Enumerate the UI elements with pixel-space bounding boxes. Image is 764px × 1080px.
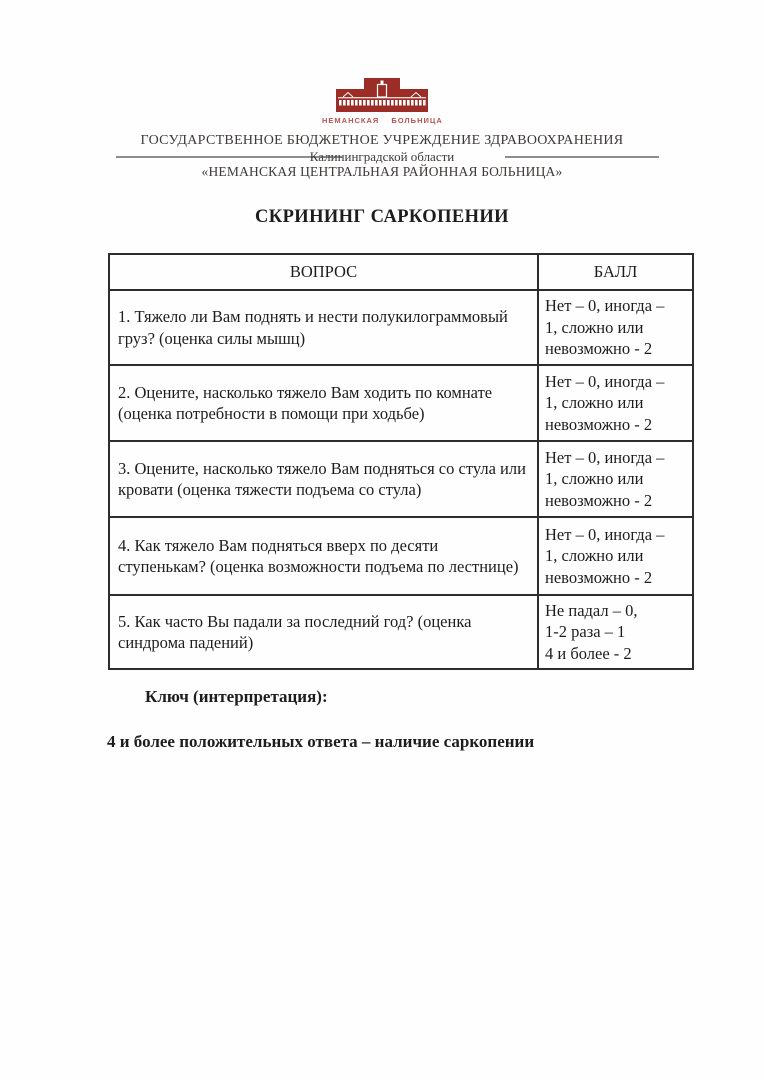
question-cell: 1. Тяжело ли Вам поднять и нести полукилограммовый груз? (оценка силы мышц) xyxy=(109,290,538,365)
table-row xyxy=(109,441,693,517)
score-cell xyxy=(538,595,693,669)
score-line: 4 и более - 2 xyxy=(545,643,632,663)
table-row xyxy=(109,595,693,669)
table-header-row xyxy=(109,254,693,290)
score-line: 1, сложно или xyxy=(545,546,644,566)
table-row xyxy=(109,517,693,595)
score-line: Нет – 0, иногда – xyxy=(545,524,665,544)
column-header-question: ВОПРОС xyxy=(109,254,538,290)
column-header-score: БАЛЛ xyxy=(538,254,693,290)
score-cell xyxy=(538,441,693,517)
hospital-logo xyxy=(322,78,442,125)
score-line: невозможно - 2 xyxy=(545,567,653,587)
page-title: СКРИНИНГ САРКОПЕНИИ xyxy=(255,207,509,227)
score-line: 1, сложно или xyxy=(545,469,644,489)
interpretation-text: 4 и более положительных ответа – наличие саркопении xyxy=(107,732,535,751)
score-line: 1, сложно или xyxy=(545,317,644,337)
question-cell: 2. Оцените, насколько тяжело Вам ходить по комнате (оценка потребности в помощи при ходьбе) xyxy=(109,365,538,441)
hospital-cross-building-icon xyxy=(334,78,430,114)
letterhead-rule-right xyxy=(505,156,659,158)
screening-table xyxy=(108,253,694,670)
key-label: Ключ (интерпретация): xyxy=(145,687,328,706)
table-row xyxy=(109,365,693,441)
score-line: невозможно - 2 xyxy=(545,339,653,359)
question-cell: 3. Оцените, насколько тяжело Вам подняться со стула или кровати (оценка тяжести подъема со стула) xyxy=(109,441,538,517)
score-line: Нет – 0, иногда – xyxy=(545,447,665,467)
org-name-line2: «НЕМАНСКАЯ ЦЕНТРАЛЬНАЯ РАЙОННАЯ БОЛЬНИЦА» xyxy=(201,164,563,179)
question-cell: 4. Как тяжело Вам подняться вверх по десяти ступенькам? (оценка возможности подъема по лестнице) xyxy=(109,517,538,595)
score-cell xyxy=(538,517,693,595)
score-line: невозможно - 2 xyxy=(545,414,653,434)
org-name-line1: ГОСУДАРСТВЕННОЕ БЮДЖЕТНОЕ УЧРЕЖДЕНИЕ ЗДРАВООХРАНЕНИЯ xyxy=(140,133,624,148)
score-line: Нет – 0, иногда – xyxy=(545,296,665,316)
score-line: Не падал – 0, xyxy=(545,600,638,620)
score-line: Нет – 0, иногда – xyxy=(545,371,665,391)
org-region-line: Калининградской области xyxy=(309,149,455,164)
score-line: 1-2 раза – 1 xyxy=(545,622,626,642)
score-cell xyxy=(538,365,693,441)
score-line: 1, сложно или xyxy=(545,393,644,413)
question-cell: 5. Как часто Вы падали за последний год? (оценка синдрома падений) xyxy=(109,595,538,669)
score-cell xyxy=(538,290,693,365)
table-row xyxy=(109,290,693,365)
score-line: невозможно - 2 xyxy=(545,490,653,510)
logo-caption: НЕМАНСКАЯ БОЛЬНИЦА xyxy=(322,116,443,125)
